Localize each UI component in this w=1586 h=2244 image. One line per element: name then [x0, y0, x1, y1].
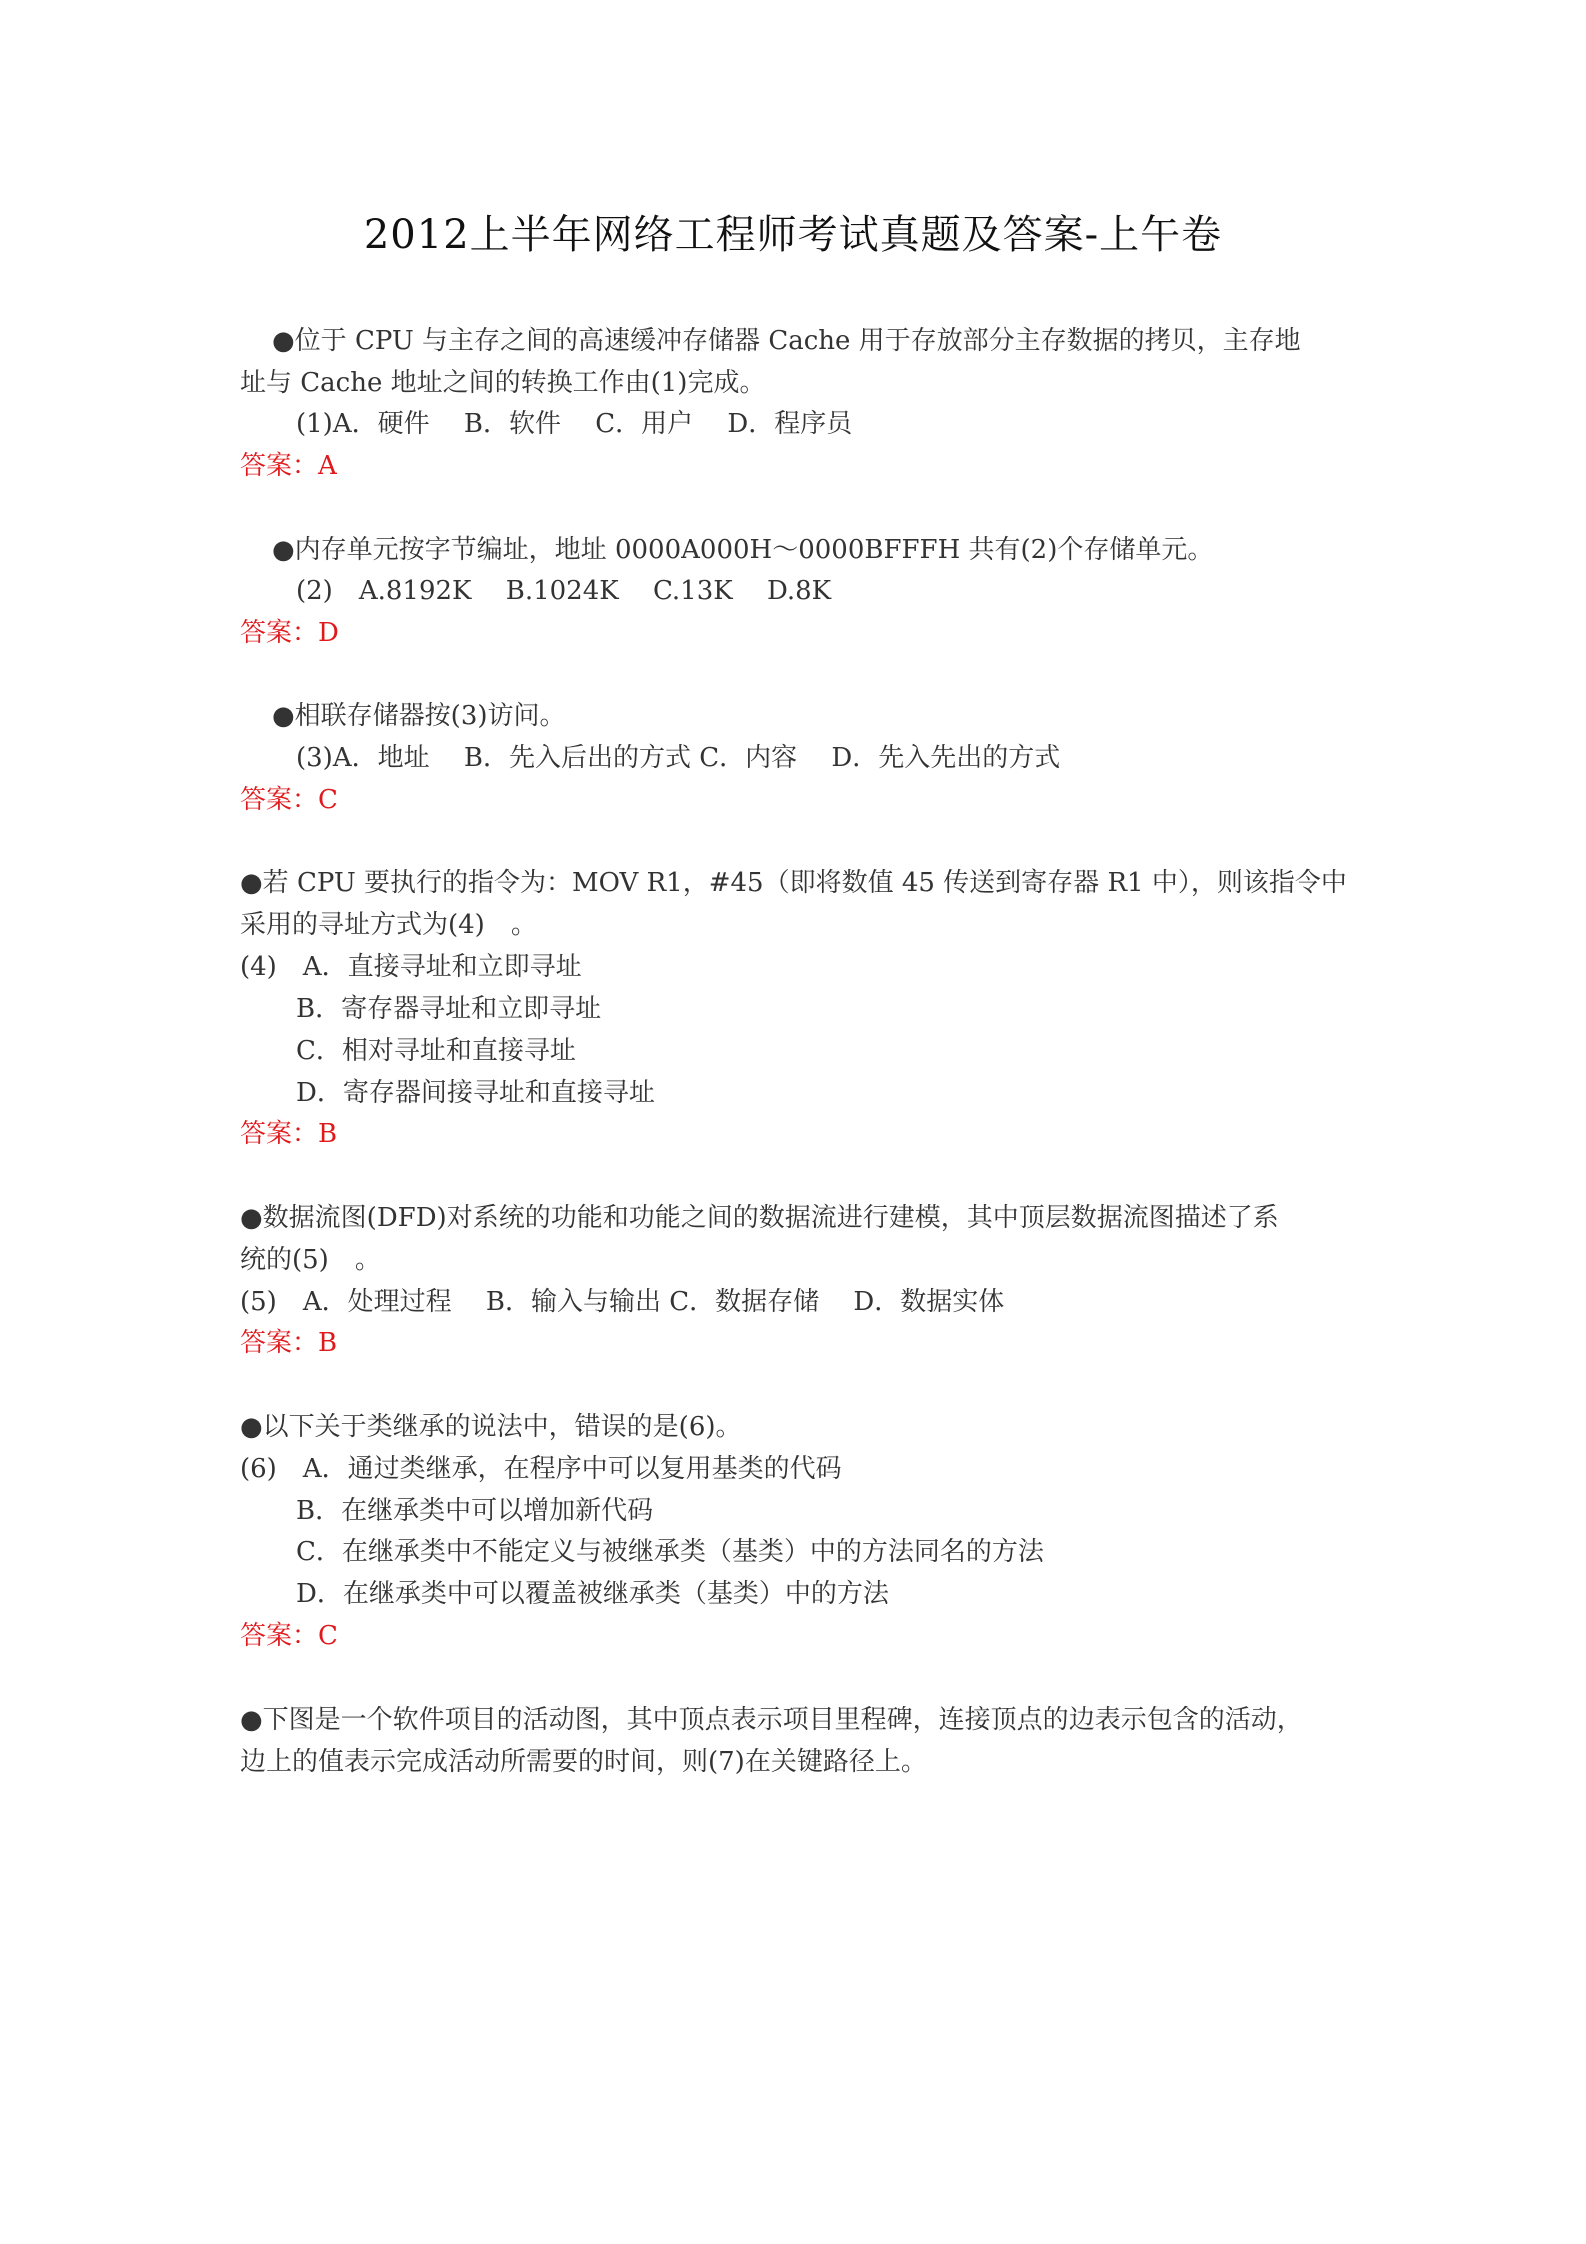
q6-option-b: B．在继承类中可以增加新代码	[296, 1496, 654, 1526]
document-title: 2012上半年网络工程师考试真题及答案-上午卷	[363, 212, 1223, 258]
q3-options: (3)A．地址 B．先入后出的方式 C．内容 D．先入先出的方式	[296, 743, 1061, 773]
q4-option-d: D．寄存器间接寻址和直接寻址	[296, 1078, 655, 1108]
q2-answer: 答案：D	[240, 618, 339, 648]
q5-answer: 答案：B	[240, 1328, 338, 1358]
q4-option-c: C．相对寻址和直接寻址	[296, 1036, 576, 1066]
q4-option-a: (4) A．直接寻址和立即寻址	[240, 952, 582, 982]
q1-options: (1)A．硬件 B．软件 C．用户 D．程序员	[296, 409, 853, 439]
q5-stem-line1: ●数据流图(DFD)对系统的功能和功能之间的数据流进行建模，其中顶层数据流图描述了系	[240, 1203, 1279, 1233]
q6-option-a: (6) A．通过类继承，在程序中可以复用基类的代码	[240, 1454, 842, 1484]
q7-stem-line1: ●下图是一个软件项目的活动图，其中顶点表示项目里程碑，连接顶点的边表示包含的活动，	[240, 1705, 1303, 1735]
q4-stem-line1: ●若 CPU 要执行的指令为：MOV R1，#45（即将数值 45 传送到寄存器 R1 中），则该指令中	[240, 868, 1347, 898]
q7-stem-line2: 边上的值表示完成活动所需要的时间，则(7)在关键路径上。	[240, 1747, 927, 1777]
q4-answer: 答案：B	[240, 1119, 338, 1149]
q2-stem-line1: ●内存单元按字节编址，地址 0000A000H～0000BFFFH 共有(2)个存储单元。	[272, 535, 1214, 565]
q5-options: (5) A．处理过程 B．输入与输出 C．数据存储 D．数据实体	[240, 1287, 1005, 1317]
q4-stem-line2: 采用的寻址方式为(4) 。	[240, 910, 537, 940]
q3-stem-line1: ●相联存储器按(3)访问。	[272, 701, 566, 731]
q1-stem-line1: ●位于 CPU 与主存之间的高速缓冲存储器 Cache 用于存放部分主存数据的拷贝，主存地	[272, 326, 1301, 356]
q5-stem-line2: 统的(5) 。	[240, 1245, 381, 1275]
q3-answer: 答案：C	[240, 785, 338, 815]
q1-answer: 答案：A	[240, 451, 337, 481]
q6-option-d: D．在继承类中可以覆盖被继承类（基类）中的方法	[296, 1579, 889, 1609]
q2-options: (2) A.8192K B.1024K C.13K D.8K	[296, 576, 832, 606]
q1-stem-line2: 址与 Cache 地址之间的转换工作由(1)完成。	[240, 368, 766, 398]
q6-option-c: C．在继承类中不能定义与被继承类（基类）中的方法同名的方法	[296, 1537, 1044, 1567]
q4-option-b: B．寄存器寻址和立即寻址	[296, 994, 602, 1024]
q6-stem-line1: ●以下关于类继承的说法中，错误的是(6)。	[240, 1412, 742, 1442]
q6-answer: 答案：C	[240, 1621, 338, 1651]
